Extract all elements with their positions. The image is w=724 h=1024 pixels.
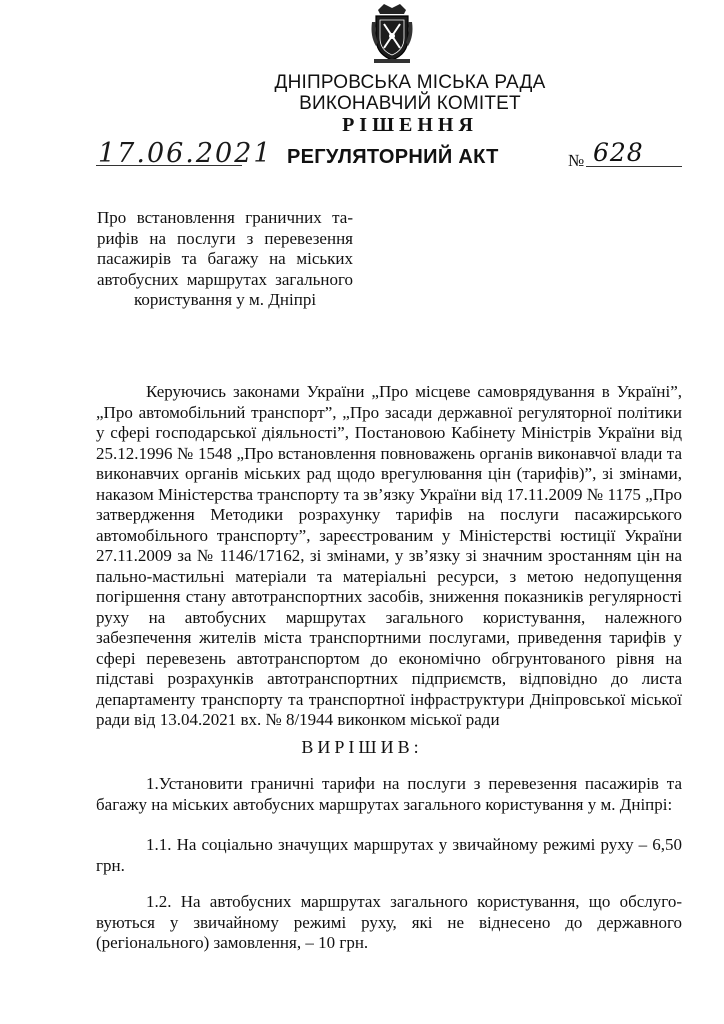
- number-underline: [586, 166, 682, 167]
- decision-item-1-1: 1.1. На соціально значущих маршрутах у звичайному режимі руху – 6,50 грн.: [96, 835, 682, 875]
- council-name: ДНІПРОВСЬКА МІСЬКА РАДА: [274, 72, 546, 93]
- act-type-label: РЕГУЛЯТОРНИЙ АКТ: [287, 146, 499, 168]
- decision-number: 628: [593, 138, 644, 167]
- number-sign: №: [568, 151, 585, 170]
- dnipro-coat-of-arms-icon: [370, 2, 414, 64]
- decision-item-1-2: 1.2. На автобусних маршрутах загального користування, що обслуго-вуються у звичайному режимі руху, які не віднесено до державного (регіонального) замовлення, – 10 грн.: [96, 892, 682, 952]
- resolved-heading: ВИРІШИВ:: [301, 737, 423, 757]
- preamble-paragraph: Керуючись законами України „Про місцеве самоврядування в Україні”, „Про автомобільний транспорт”, „Про засади державної регуляторної політики у сфері господарської діяльності”, Постановою Кабінету Міністрів України від 25.12.1996 № 1548 „Про встановлення повноважень органів виконавчої влади та виконавчих органів міських рад щодо врегулювання цін (тарифів)”, зі змінами, наказом Міністерства транспорту та зв’язку України від 17.11.2009 № 1175 „Про затвердження Методики розрахунку тарифів на послуги пасажирського автомобільного транспорту”, зареєстрованим у Міністерстві юстиції України 27.11.2009 за № 1146/17162, зі змінами, у зв’язку зі значним зростанням цін на пально-мастильні матеріали та матеріальні ресурси, з метою недопущення погіршення стану автотранспортних засобів, зниження показників регулярності руху на автобусних маршрутах загального користування, належного забезпечення жителів міста транспортними послугами, приведення тарифів у сфері перевезень автотранспортом до економічно обгрунтованого рівня на підставі розрахунків автотранспортних підприємств, відповідно до листа департаменту транспорту та транспортної інфраструктури Дніпровської міської ради від 13.04.2021 вх. № 8/1944 виконком міської ради: [96, 382, 682, 729]
- decision-date: 17.06.2021: [98, 138, 273, 169]
- decision-item-1: 1.Установити граничні тарифи на послуги з перевезення пасажирів та багажу на міських автобусних маршрутах загального користування у м. Дніпрі:: [96, 774, 682, 814]
- committee-name: ВИКОНАВЧИЙ КОМІТЕТ: [299, 93, 521, 114]
- decision-subject: Про встановлення граничних та-рифів на послуги з перевезення пасажирів та багажу на міських автобусних маршрутах загального користування у м. Дніпрі: [97, 208, 353, 309]
- document-type-title: РІШЕННЯ: [342, 114, 478, 136]
- date-underline: [96, 165, 242, 166]
